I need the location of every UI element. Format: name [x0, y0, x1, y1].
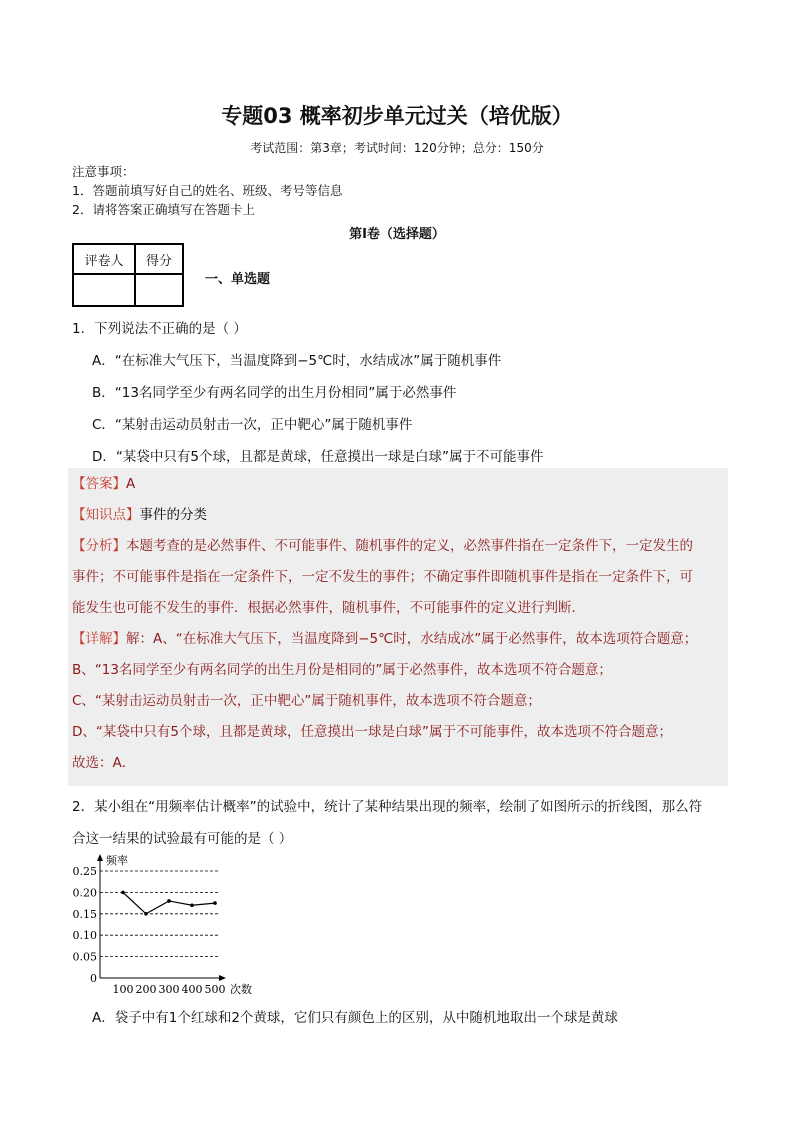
knowledge-line	[72, 500, 722, 531]
x-axis-label: 次数	[230, 983, 252, 996]
knowledge-tag: 【知识点】	[72, 507, 140, 523]
q1-option-b: B．“13名同学至少有两名同学的出生月份相同”属于必然事件	[92, 385, 457, 401]
q1-stem: 1．下列说法不正确的是（ ）	[72, 321, 247, 337]
grader-score-cell	[135, 274, 183, 306]
q1-option-c: C．“某射击运动员射击一次，正中靶心”属于随机事件	[92, 417, 413, 433]
detail-line-2: B、“13名同学至少有两名同学的出生月份是相同的”属于必然事件，故本选项不符合题意；	[72, 662, 612, 678]
detail-line-3: C、“某射击运动员射击一次，正中靶心”属于随机事件，故本选项不符合题意；	[72, 693, 541, 709]
detail-line-4: D、“某袋中只有5个球，且都是黄球，任意摸出一球是白球”属于不可能事件，故本选项不符合题意；	[72, 724, 672, 740]
analysis-text-1: 本题考查的是必然事件、不可能事件、随机事件的定义，必然事件指在一定条件下，一定发生的	[126, 538, 693, 554]
answer-block	[72, 469, 722, 779]
notes-item-1: 1．答题前填写好自己的姓名、班级、考号等信息	[72, 183, 343, 198]
x-tick-label: 200	[135, 983, 157, 996]
grader-col-score: 得分	[135, 244, 183, 274]
data-point	[121, 891, 125, 895]
answer-tag: 【答案】	[72, 476, 126, 492]
q2-option-a: A．袋子中有1个红球和2个黄球，它们只有颜色上的区别，从中随机地取出一个球是黄球	[92, 1010, 618, 1026]
data-point	[190, 903, 194, 907]
data-point	[144, 912, 148, 916]
q1-option-d: D．“某袋中只有5个球，且都是黄球，任意摸出一球是白球”属于不可能事件	[92, 449, 544, 465]
y-axis-arrow	[97, 854, 103, 861]
notes-item-2: 2．请将答案正确填写在答题卡上	[72, 202, 255, 217]
analysis-line-2: 事件；不可能事件是指在一定条件下，一定不发生的事件；不确定事件即随机事件是指在一定条件下，可	[72, 569, 693, 585]
notes-heading: 注意事项：	[72, 164, 135, 179]
q1-option-a: A．“在标准大气压下，当温度降到−5℃时，水结成冰”属于随机事件	[92, 353, 502, 369]
x-tick-label: 500	[204, 983, 226, 996]
analysis-line-1	[72, 531, 722, 562]
x-tick-label: 100	[112, 983, 134, 996]
part-label: 一、单选题	[205, 272, 271, 287]
analysis-tag: 【分析】	[72, 538, 126, 554]
data-point	[167, 899, 171, 903]
analysis-line-3: 能发生也可能不发生的事件．根据必然事件，随机事件，不可能事件的定义进行判断．	[72, 600, 585, 616]
q2-stem-1: 2．某小组在“用频率估计概率”的试验中，统计了某种结果出现的频率，绘制了如图所示的折线图，那么符	[72, 799, 703, 815]
knowledge-value: 事件的分类	[139, 507, 207, 523]
detail-line-1	[72, 624, 722, 655]
section-title: 第I卷（选择题）	[349, 227, 445, 242]
detail-line-5: 故选：A．	[72, 755, 136, 771]
data-point	[213, 901, 217, 905]
x-tick-label: 400	[181, 983, 203, 996]
grader-table	[72, 243, 184, 307]
detail-text-1: 解：A、“在标准大气压下，当温度降到−5℃时，水结成冰”属于必然事件，故本选项符合题意；	[126, 631, 698, 647]
q2-stem-2: 合这一结果的试验最有可能的是（ ）	[72, 831, 293, 847]
series-line	[123, 892, 215, 913]
x-tick-label: 300	[158, 983, 180, 996]
y-tick-label: 0.05	[72, 950, 97, 964]
grader-col-reviewer: 评卷人	[73, 244, 135, 274]
answer-line	[72, 469, 722, 500]
page-title: 专题03 概率初步单元过关（培优版）	[221, 104, 573, 128]
x-axis-arrow	[219, 975, 226, 981]
detail-tag: 【详解】	[72, 631, 126, 647]
frequency-chart	[66, 852, 266, 997]
y-tick-label: 0.25	[72, 865, 97, 878]
y-tick-label: 0.10	[72, 929, 97, 943]
exam-info: 考试范围：第3章；考试时间：120分钟；总分：150分	[250, 141, 544, 155]
y-axis-label: 频率	[106, 854, 128, 867]
y-tick-label: 0.20	[72, 886, 97, 900]
y-tick-label: 0	[90, 972, 97, 985]
y-tick-label: 0.15	[72, 907, 97, 921]
answer-value: A	[126, 476, 136, 492]
grader-reviewer-cell	[73, 274, 135, 306]
